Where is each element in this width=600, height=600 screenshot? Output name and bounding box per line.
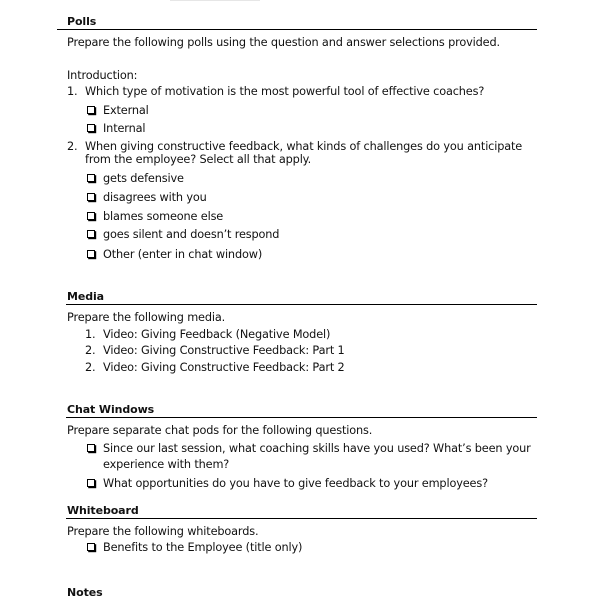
empty-checkbox-icon xyxy=(87,174,95,182)
media-intro: Prepare the following media. xyxy=(67,311,226,324)
empty-checkbox-icon xyxy=(87,212,95,220)
question-number: 1. xyxy=(67,85,78,98)
polls-heading-rule xyxy=(57,29,537,30)
question-text-line2: from the employee? Select all that apply. xyxy=(85,153,312,166)
chat-item-line1: What opportunities do you have to give feedback to your employees? xyxy=(103,477,488,490)
empty-checkbox-icon xyxy=(87,124,95,132)
empty-checkbox-icon xyxy=(87,543,95,551)
media-item-number: 2. xyxy=(85,361,96,374)
media-heading: Media xyxy=(67,290,104,303)
chat-windows-heading: Chat Windows xyxy=(67,403,155,416)
cut-off-text-fragment xyxy=(170,0,260,1)
media-heading-rule xyxy=(66,304,537,305)
empty-checkbox-icon xyxy=(87,444,95,452)
polls-heading: Polls xyxy=(67,15,97,28)
question-text-line1: When giving constructive feedback, what kinds of challenges do you anticipate xyxy=(85,140,523,153)
question-text: Which type of motivation is the most powerful tool of effective coaches? xyxy=(85,85,485,98)
media-item-number: 1. xyxy=(85,328,96,341)
empty-checkbox-icon xyxy=(87,106,95,114)
empty-checkbox-icon xyxy=(87,230,95,238)
poll-option-label: Other (enter in chat window) xyxy=(103,248,263,261)
media-item-label: Video: Giving Feedback (Negative Model) xyxy=(103,328,331,341)
empty-checkbox-icon xyxy=(87,193,95,201)
chat-windows-heading-rule xyxy=(66,417,537,418)
poll-option-label: blames someone else xyxy=(103,210,224,223)
empty-checkbox-icon xyxy=(87,479,95,487)
whiteboard-intro: Prepare the following whiteboards. xyxy=(67,525,259,538)
poll-option-label: disagrees with you xyxy=(103,191,207,204)
whiteboard-item-label: Benefits to the Employee (title only) xyxy=(103,541,303,554)
poll-option-label: Internal xyxy=(103,122,146,135)
polls-intro: Prepare the following polls using the question and answer selections provided. xyxy=(67,36,500,49)
media-item-number: 2. xyxy=(85,344,96,357)
poll-option-label: gets defensive xyxy=(103,172,184,185)
poll-option-label: External xyxy=(103,104,149,117)
whiteboard-heading-rule xyxy=(66,518,537,519)
chat-item-line2: experience with them? xyxy=(103,458,230,471)
empty-checkbox-icon xyxy=(87,250,95,258)
question-number: 2. xyxy=(67,140,78,153)
media-item-label: Video: Giving Constructive Feedback: Part 2 xyxy=(103,361,345,374)
whiteboard-heading: Whiteboard xyxy=(67,504,139,517)
polls-intro-label: Introduction: xyxy=(67,69,138,82)
poll-option-label: goes silent and doesn’t respond xyxy=(103,228,280,241)
media-item-label: Video: Giving Constructive Feedback: Part 1 xyxy=(103,344,345,357)
chat-item-line1: Since our last session, what coaching skills have you used? What’s been your xyxy=(103,442,531,455)
chat-windows-intro: Prepare separate chat pods for the following questions. xyxy=(67,424,373,437)
notes-heading: Notes xyxy=(67,586,103,599)
